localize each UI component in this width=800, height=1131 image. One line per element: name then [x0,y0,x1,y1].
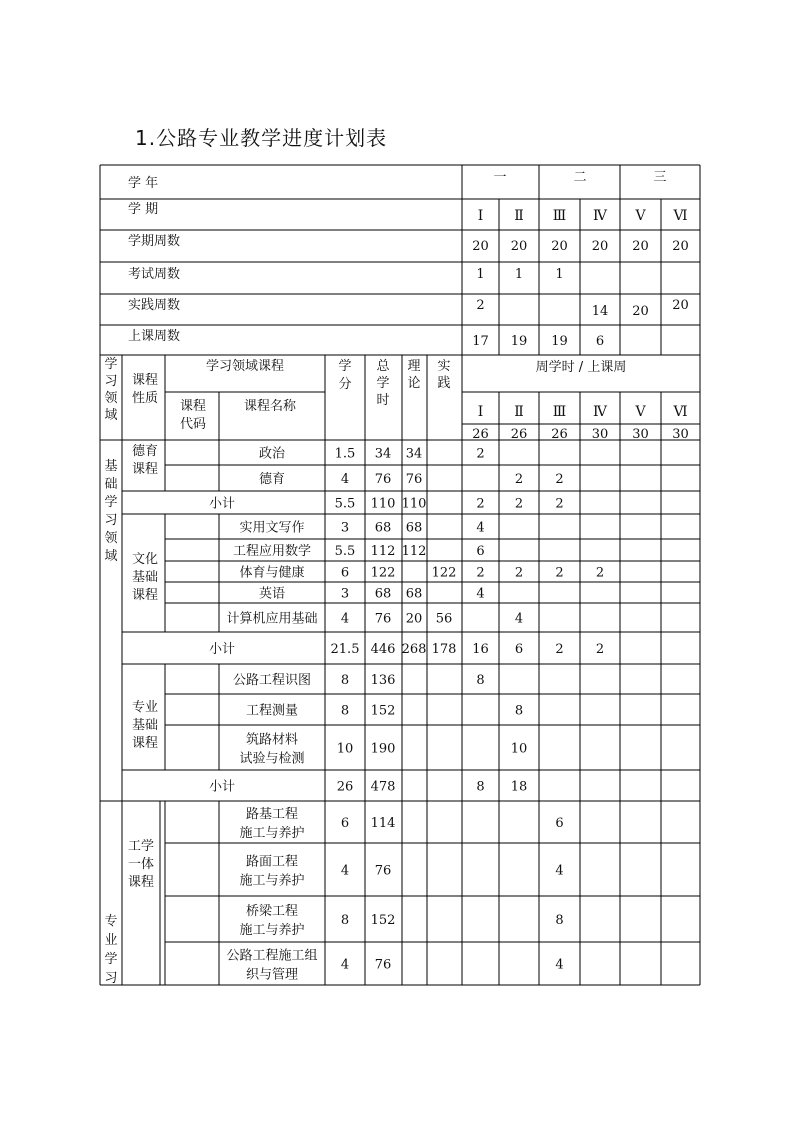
group-label: 课程 [127,875,155,890]
top-row-value: 20 [591,239,609,254]
credits-value: 4 [340,957,350,973]
total-hours-value: 446 [370,642,396,657]
weekly-hours-value: 2 [595,565,605,581]
credits-header: 学 [338,359,352,374]
group-label: 德育 [131,444,159,459]
top-row-value: 20 [632,304,649,319]
course-name: 德育 [258,472,286,487]
domain-header: 习 [104,374,118,389]
teaching-weeks: 30 [672,427,689,442]
weekly-hours-value: 2 [555,472,564,487]
domain-label: 础 [104,477,118,492]
course-name: 路基工程 [245,807,299,822]
credits-value: 8 [340,913,350,928]
total-hours-value: 76 [374,472,392,487]
weekly-hours-value: 4 [476,520,485,536]
school-year-label: 学 年 [128,176,159,191]
page-title: 1.公路专业教学进度计划表 [135,126,388,150]
theory-hours-value: 34 [405,446,423,462]
weekly-hours-value: 8 [476,673,485,688]
course-code-header: 代码 [179,417,207,432]
theory-hours-value: 112 [401,544,427,559]
teaching-weeks: 26 [551,427,568,442]
credits-value: 5.5 [334,496,356,512]
semester-numeral: Ⅴ [635,404,646,420]
top-row-value: 6 [595,334,605,349]
year-3: 三 [653,170,667,185]
year-1: 一 [493,170,507,185]
weekly-hours-value: 16 [472,642,489,657]
weekly-hours-value: 2 [514,565,524,581]
theory-hours-value: 68 [405,586,423,602]
weekly-hours-value: 6 [476,544,485,559]
top-row-value: 17 [472,334,489,349]
teaching-weeks: 26 [510,427,528,442]
course-name: 筑路材料 [245,732,299,748]
total-hours-header: 总 [376,359,390,374]
credits-header: 分 [338,377,352,392]
semester-numeral: Ⅵ [673,208,688,224]
year-2: 二 [573,170,587,185]
credits-value: 10 [336,741,354,757]
semester-numeral: Ⅱ [514,208,524,224]
group-label: 工学 [127,839,155,854]
semester-numeral: Ⅲ [552,208,567,224]
top-row-label: 考试周数 [128,267,181,282]
theory-hours-value: 68 [405,520,423,536]
domain-header: 领 [104,391,118,406]
total-hours-value: 152 [370,703,396,719]
credits-value: 4 [340,863,350,879]
course-name: 路面工程 [245,854,299,870]
top-row-value: 20 [510,239,528,254]
course-name: 体育与健康 [239,565,305,581]
semester-numeral: Ⅳ [593,404,607,420]
domain-header: 域 [104,408,118,423]
domain-label: 基 [104,459,118,474]
total-hours-value: 34 [374,446,392,462]
top-row-label: 实践周数 [128,298,181,313]
course-name-header: 课程名称 [243,399,297,414]
total-hours-value: 76 [374,611,392,627]
total-hours-value: 114 [370,816,396,831]
subtotal-label: 小计 [208,779,236,795]
group-label: 课程 [131,736,159,751]
total-hours-value: 122 [370,565,396,581]
theory-hours-value: 76 [405,472,423,487]
course-name: 工程测量 [245,703,299,719]
total-hours-value: 478 [370,779,396,795]
course-nature-header: 课程 [131,373,159,388]
top-row-label: 上课周数 [128,329,181,344]
theory-header: 论 [407,376,421,391]
weekly-hours-value: 8 [514,703,524,719]
course-name: 实用文写作 [239,520,305,536]
course-name: 施工与养护 [239,873,305,889]
semester-label: 学 期 [128,202,159,217]
domain-label: 习 [104,971,118,986]
credits-value: 3 [340,520,350,536]
top-row-value: 20 [472,239,489,254]
weekly-hours-value: 8 [476,779,485,795]
course-name: 政治 [258,446,286,462]
credits-value: 8 [340,703,350,719]
teaching-weeks: 30 [591,427,609,442]
weekly-hours-value: 8 [555,913,564,928]
course-code-header: 课程 [179,399,207,414]
top-row-value: 14 [591,304,609,319]
weekly-hours-value: 18 [510,779,528,795]
domain-label: 领 [104,531,118,546]
credits-value: 21.5 [330,642,360,657]
top-row-value: 1 [514,267,524,282]
weekly-hours-value: 2 [476,496,485,512]
group-label: 专业 [131,700,159,715]
group-label: 基础 [131,718,159,733]
credits-value: 4 [340,472,350,487]
subtotal-label: 小计 [208,496,236,512]
course-name: 公路工程施工组 [226,948,318,964]
semester-numeral: Ⅰ [477,208,484,224]
top-row-value: 19 [551,334,568,349]
credits-value: 4 [340,611,350,627]
weekly-hours-value: 4 [476,586,485,602]
course-name: 施工与养护 [239,923,305,938]
weekly-hours-value: 2 [514,472,524,487]
weekly-hours-value: 6 [514,642,524,657]
group-label: 课程 [131,462,159,477]
course-name: 施工与养护 [239,826,305,841]
top-row-value: 20 [551,239,568,254]
course-name: 桥梁工程 [245,904,299,919]
weekly-hours-value: 4 [555,957,564,973]
top-row-value: 2 [476,298,485,313]
total-hours-value: 76 [374,957,392,973]
total-hours-value: 112 [370,544,396,559]
credits-value: 1.5 [334,446,356,462]
semester-numeral: Ⅴ [635,208,646,224]
group-label: 课程 [131,588,159,603]
semester-numeral: Ⅱ [514,404,524,420]
total-hours-value: 136 [370,673,396,688]
credits-value: 5.5 [334,544,356,559]
top-row-value: 20 [672,298,689,313]
credits-value: 8 [340,673,350,688]
theory-hours-value: 268 [401,642,427,657]
semester-numeral: Ⅲ [552,404,567,420]
semester-numeral: Ⅰ [477,404,484,420]
weekly-hours-value: 2 [595,642,605,657]
domain-label: 学 [104,495,118,510]
practice-header: 实 [437,359,451,374]
domain-course-header: 学习领域课程 [205,359,285,374]
total-hours-value: 68 [374,520,392,536]
weekly-hours-value: 2 [555,642,564,657]
domain-label: 专 [104,914,118,929]
weekly-hours-value: 2 [476,565,485,581]
course-name: 织与管理 [245,967,299,983]
weekly-hours-value: 4 [555,863,564,879]
domain-label: 学 [104,952,118,967]
top-row-value: 1 [476,267,485,282]
course-name: 工程应用数学 [232,544,312,559]
semester-numeral: Ⅳ [593,208,607,224]
weekly-hours-value: 2 [555,565,564,581]
weekly-hours-value: 10 [510,741,528,757]
practice-header: 践 [437,376,451,391]
theory-hours-value: 110 [401,496,427,512]
total-hours-header: 学 [376,376,390,391]
domain-label: 习 [104,513,118,528]
domain-label: 业 [104,933,118,948]
top-row-value: 1 [555,267,564,282]
theory-hours-value: 20 [405,611,423,627]
total-hours-value: 152 [370,913,396,928]
credits-value: 6 [340,565,350,581]
top-row-value: 20 [632,239,649,254]
credits-value: 3 [340,586,350,602]
course-name: 试验与检测 [239,751,305,767]
group-label: 基础 [131,570,159,585]
group-label: 一体 [127,857,155,872]
teaching-weeks: 30 [632,427,649,442]
domain-header: 学 [104,357,118,372]
total-hours-value: 76 [374,863,392,879]
subtotal-label: 小计 [208,642,236,657]
domain-label: 域 [104,549,118,564]
weekly-hours-value: 6 [555,816,564,831]
course-name: 计算机应用基础 [226,611,318,627]
total-hours-value: 68 [374,586,392,602]
semester-numeral: Ⅵ [673,404,688,420]
total-hours-value: 190 [370,741,396,757]
top-row-value: 19 [510,334,528,349]
practice-hours-value: 178 [431,642,457,657]
weekly-hours-value: 2 [476,446,485,462]
practice-hours-value: 122 [431,565,457,581]
weekly-hours-value: 4 [514,611,524,627]
total-hours-header: 时 [376,393,390,408]
top-row-value: 20 [672,239,689,254]
teaching-weeks: 26 [472,427,489,442]
group-label: 文化 [131,552,159,567]
course-name: 英语 [258,586,286,602]
theory-header: 理 [407,359,421,374]
weekly-hours-value: 2 [555,496,564,512]
credits-value: 26 [336,779,354,795]
weekly-hours-value: 2 [514,496,524,512]
top-row-label: 学期周数 [128,234,181,249]
practice-hours-value: 56 [435,611,453,627]
credits-value: 6 [340,816,350,831]
course-nature-header: 性质 [131,391,159,406]
weekly-hours-header: 周学时 / 上课周 [535,360,627,375]
total-hours-value: 110 [370,496,396,512]
course-name: 公路工程识图 [232,673,312,688]
